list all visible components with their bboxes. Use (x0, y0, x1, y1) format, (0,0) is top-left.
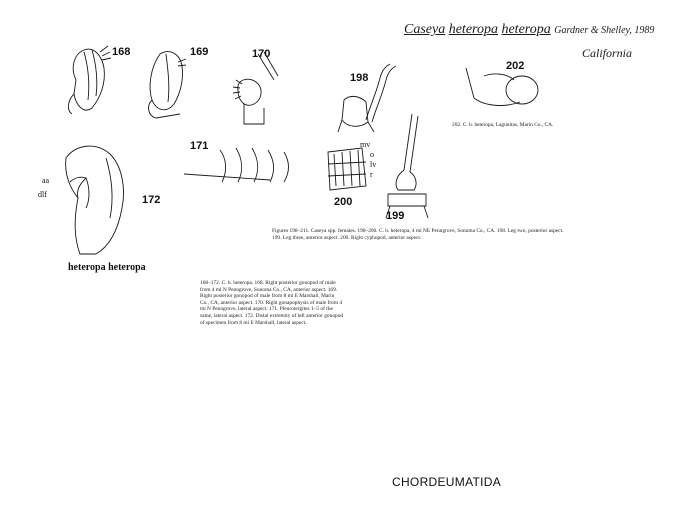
figure-label-169: 169 (190, 46, 209, 58)
figure-202-drawing (454, 58, 544, 114)
figure-label-200: 200 (334, 196, 353, 208)
figure-label-171: 171 (190, 140, 209, 152)
figure-172-drawing (56, 138, 156, 258)
figure-label-199: 199 (386, 210, 405, 222)
caption-figs-168-172: 168–172. C. h. heteropa. 168. Right posterior gonopod of male from 4 mi N Penngrove, Sonoma Co., CA, anterior aspect. 169. Right posterior gonopod of male from 8 mi E Marshall, Marin Co., CA, anterior aspect. 170. Right gonapophysis of male from 4 mi N Penngrove, lateral aspect. 171. Pleurotergites 1–5 of the same, lateral aspect. 172. Distal extremity of left anterior gonopod of specimen from 8 mi E Marshall, lateral aspect. (200, 280, 344, 326)
handwritten-author: Gardner & Shelley, 1989 (554, 25, 655, 36)
section-heading: heteropa heteropa (68, 262, 146, 273)
figure-170-drawing (228, 50, 288, 130)
figure-label-o: o (370, 150, 374, 159)
handwritten-genus: Caseya (404, 22, 446, 37)
handwritten-locality: California (582, 46, 633, 60)
figure-label-172: 172 (142, 194, 161, 206)
figure-label-170: 170 (252, 48, 271, 60)
caption-fig-202: 202. C. h. heteropa, Lagunitas, Marin Co., CA. (452, 122, 554, 128)
figure-label-r: r (370, 170, 373, 179)
figure-label-mv: mv (360, 140, 371, 149)
caption-figs-198-200: Figures 198–211. Caseya spp. females. 198–200. C. h. heteropa, 4 mi NE Penngrove, Sonoma Co., CA. 198. Leg two, posterior aspect. 199. Leg three, anterior aspect. 200. Right cyphopod, anterior aspect. (272, 228, 564, 241)
figure-label-198: 198 (350, 72, 369, 84)
handwritten-subspecies: heteropa (501, 22, 551, 37)
order-footer: CHORDEUMATIDA (392, 475, 502, 489)
figure-label-168: 168 (112, 46, 131, 58)
figure-label-lv: lv (370, 160, 377, 169)
figure-label-dlf: dlf (38, 190, 47, 199)
figure-label-aa: aa (42, 176, 50, 185)
handwritten-title (404, 22, 654, 38)
handwritten-species: heteropa (448, 22, 498, 37)
figure-label-202: 202 (506, 60, 525, 72)
